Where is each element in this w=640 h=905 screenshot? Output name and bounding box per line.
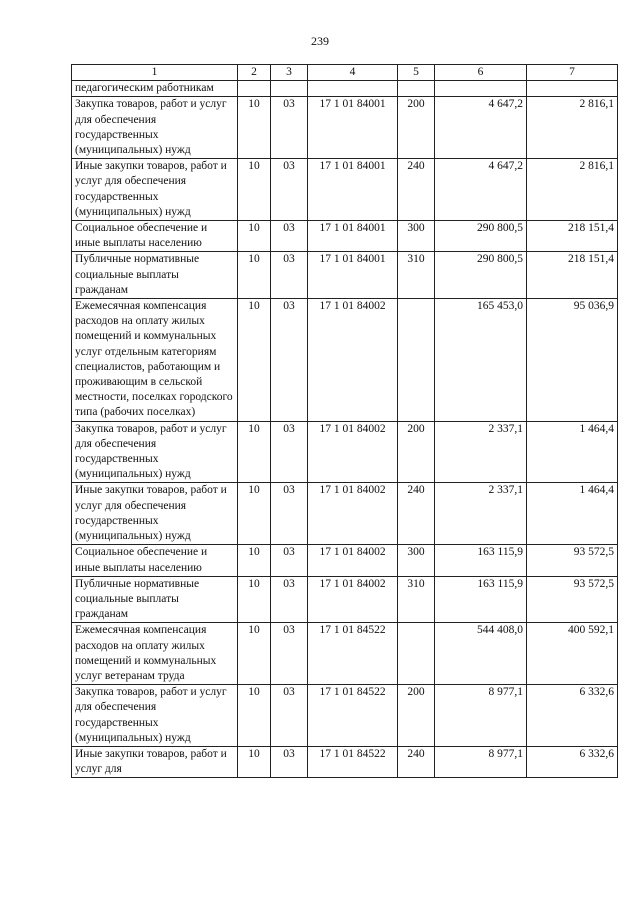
expense-type-cell xyxy=(398,81,435,97)
table-row xyxy=(72,421,618,483)
row-name-cell: Закупка товаров, работ и услуг для обеспечения государственных (муниципальных) нужд xyxy=(72,421,238,483)
table-row xyxy=(72,483,618,545)
section-cell: 10 xyxy=(238,576,271,623)
amount-planned-cell: 163 115,9 xyxy=(435,576,527,623)
header-cell: 6 xyxy=(435,65,527,81)
amount-executed-cell: 400 592,1 xyxy=(527,623,618,685)
target-article-cell: 17 1 01 84522 xyxy=(308,746,398,777)
amount-planned-cell: 2 337,1 xyxy=(435,421,527,483)
target-article-cell: 17 1 01 84522 xyxy=(308,685,398,747)
row-name-cell: Социальное обеспечение и иные выплаты населению xyxy=(72,221,238,252)
target-article-cell: 17 1 01 84522 xyxy=(308,623,398,685)
expense-type-cell: 300 xyxy=(398,221,435,252)
row-name-cell: Закупка товаров, работ и услуг для обеспечения государственных (муниципальных) нужд xyxy=(72,97,238,159)
table-row xyxy=(72,623,618,685)
amount-executed-cell xyxy=(527,81,618,97)
table-row xyxy=(72,685,618,747)
section-cell: 10 xyxy=(238,623,271,685)
amount-planned-cell: 290 800,5 xyxy=(435,221,527,252)
amount-planned-cell: 544 408,0 xyxy=(435,623,527,685)
row-name-cell: педагогическим работникам xyxy=(72,81,238,97)
section-cell: 10 xyxy=(238,97,271,159)
expense-type-cell: 310 xyxy=(398,576,435,623)
target-article-cell: 17 1 01 84002 xyxy=(308,576,398,623)
amount-planned-cell xyxy=(435,81,527,97)
amount-executed-cell: 1 464,4 xyxy=(527,483,618,545)
expense-type-cell: 240 xyxy=(398,483,435,545)
subsection-cell: 03 xyxy=(271,483,308,545)
amount-executed-cell: 93 572,5 xyxy=(527,576,618,623)
amount-planned-cell: 4 647,2 xyxy=(435,97,527,159)
target-article-cell: 17 1 01 84001 xyxy=(308,221,398,252)
subsection-cell: 03 xyxy=(271,252,308,299)
subsection-cell: 03 xyxy=(271,97,308,159)
subsection-cell: 03 xyxy=(271,576,308,623)
section-cell: 10 xyxy=(238,483,271,545)
expense-type-cell: 310 xyxy=(398,252,435,299)
amount-executed-cell: 93 572,5 xyxy=(527,545,618,576)
row-name-cell: Иные закупки товаров, работ и услуг для обеспечения государственных (муниципальных) нужд xyxy=(72,159,238,221)
amount-planned-cell: 163 115,9 xyxy=(435,545,527,576)
amount-planned-cell: 290 800,5 xyxy=(435,252,527,299)
table-row xyxy=(72,545,618,576)
subsection-cell: 03 xyxy=(271,685,308,747)
table-body xyxy=(72,81,618,778)
section-cell: 10 xyxy=(238,299,271,422)
section-cell: 10 xyxy=(238,221,271,252)
amount-planned-cell: 8 977,1 xyxy=(435,746,527,777)
amount-planned-cell: 8 977,1 xyxy=(435,685,527,747)
target-article-cell: 17 1 01 84002 xyxy=(308,421,398,483)
expense-type-cell: 240 xyxy=(398,746,435,777)
budget-table xyxy=(71,64,618,778)
section-cell: 10 xyxy=(238,421,271,483)
section-cell: 10 xyxy=(238,252,271,299)
row-name-cell: Ежемесячная компенсация расходов на оплату жилых помещений и коммунальных услуг ветеранам труда xyxy=(72,623,238,685)
header-cell: 1 xyxy=(72,65,238,81)
amount-planned-cell: 2 337,1 xyxy=(435,483,527,545)
expense-type-cell: 240 xyxy=(398,159,435,221)
amount-executed-cell: 2 816,1 xyxy=(527,97,618,159)
expense-type-cell: 200 xyxy=(398,97,435,159)
row-name-cell: Публичные нормативные социальные выплаты гражданам xyxy=(72,252,238,299)
target-article-cell: 17 1 01 84002 xyxy=(308,299,398,422)
expense-type-cell: 200 xyxy=(398,421,435,483)
target-article-cell: 17 1 01 84001 xyxy=(308,97,398,159)
expense-type-cell: 200 xyxy=(398,685,435,747)
row-name-cell: Публичные нормативные социальные выплаты гражданам xyxy=(72,576,238,623)
table-row xyxy=(72,81,618,97)
amount-executed-cell: 95 036,9 xyxy=(527,299,618,422)
table-row xyxy=(72,97,618,159)
section-cell xyxy=(238,81,271,97)
target-article-cell: 17 1 01 84002 xyxy=(308,545,398,576)
subsection-cell xyxy=(271,81,308,97)
amount-executed-cell: 6 332,6 xyxy=(527,746,618,777)
amount-executed-cell: 6 332,6 xyxy=(527,685,618,747)
header-cell: 2 xyxy=(238,65,271,81)
table-row xyxy=(72,252,618,299)
header-cell: 3 xyxy=(271,65,308,81)
table-row xyxy=(72,159,618,221)
section-cell: 10 xyxy=(238,545,271,576)
subsection-cell: 03 xyxy=(271,159,308,221)
section-cell: 10 xyxy=(238,685,271,747)
header-row xyxy=(72,65,618,81)
row-name-cell: Иные закупки товаров, работ и услуг для xyxy=(72,746,238,777)
row-name-cell: Закупка товаров, работ и услуг для обеспечения государственных (муниципальных) нужд xyxy=(72,685,238,747)
target-article-cell: 17 1 01 84001 xyxy=(308,159,398,221)
amount-executed-cell: 2 816,1 xyxy=(527,159,618,221)
table-row xyxy=(72,221,618,252)
subsection-cell: 03 xyxy=(271,623,308,685)
header-cell: 7 xyxy=(527,65,618,81)
amount-planned-cell: 4 647,2 xyxy=(435,159,527,221)
row-name-cell: Иные закупки товаров, работ и услуг для обеспечения государственных (муниципальных) нужд xyxy=(72,483,238,545)
subsection-cell: 03 xyxy=(271,221,308,252)
header-cell: 5 xyxy=(398,65,435,81)
amount-planned-cell: 165 453,0 xyxy=(435,299,527,422)
target-article-cell xyxy=(308,81,398,97)
subsection-cell: 03 xyxy=(271,746,308,777)
section-cell: 10 xyxy=(238,159,271,221)
row-name-cell: Социальное обеспечение и иные выплаты населению xyxy=(72,545,238,576)
page-number: 239 xyxy=(311,34,329,48)
table-row xyxy=(72,746,618,777)
row-name-cell: Ежемесячная компенсация расходов на оплату жилых помещений и коммунальных услуг отдельным категориям специалистов, работающим и проживающим в сельской местности, поселках городского типа (рабочих поселках) xyxy=(72,299,238,422)
target-article-cell: 17 1 01 84001 xyxy=(308,252,398,299)
expense-type-cell xyxy=(398,623,435,685)
subsection-cell: 03 xyxy=(271,299,308,422)
table-row xyxy=(72,299,618,422)
amount-executed-cell: 218 151,4 xyxy=(527,221,618,252)
section-cell: 10 xyxy=(238,746,271,777)
subsection-cell: 03 xyxy=(271,545,308,576)
expense-type-cell xyxy=(398,299,435,422)
header-cell: 4 xyxy=(308,65,398,81)
amount-executed-cell: 218 151,4 xyxy=(527,252,618,299)
subsection-cell: 03 xyxy=(271,421,308,483)
target-article-cell: 17 1 01 84002 xyxy=(308,483,398,545)
expense-type-cell: 300 xyxy=(398,545,435,576)
table-row xyxy=(72,576,618,623)
amount-executed-cell: 1 464,4 xyxy=(527,421,618,483)
